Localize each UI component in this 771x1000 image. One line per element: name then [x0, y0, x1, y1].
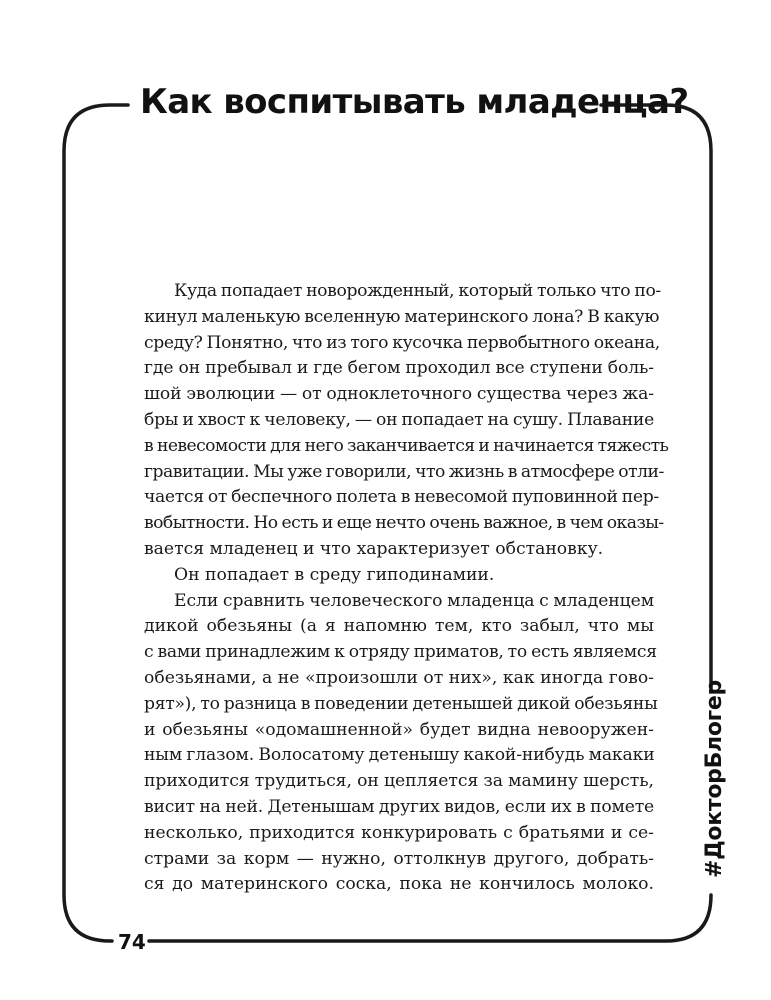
text-line: где он пребывал и где бегом проходил все ступени боль- [144, 358, 654, 379]
text-line: Куда попадает новорожденный, который только что по- [174, 281, 661, 301]
text-line: гравитации. Мы уже говорили, что жизнь в атмосфере отли- [144, 461, 664, 482]
body-text [144, 279, 669, 898]
text-line: приходится трудиться, он цепляется за мамину шерсть, [144, 771, 654, 792]
text-line: вается младенец и что характеризует обстановку. [144, 538, 604, 559]
text-line: ся до материнского соска, пока не кончилось молоко. [144, 874, 654, 895]
text-line: висит на ней. Детенышам других видов, если их в помете [144, 796, 654, 817]
side-hashtag: #ДокторБлогер [702, 680, 727, 878]
text-line: страми за корм — нужно, оттолкнув другого, добрать- [144, 848, 654, 869]
text-line: с вами принадлежим к отряду приматов, то есть являемся [144, 642, 657, 663]
text-line: в невесомости для него заканчивается и начинается тяжесть [144, 435, 669, 456]
text-line: вобытности. Но есть и еще нечто очень важное, в чем оказы- [144, 513, 664, 534]
frame-top-left-segment [64, 105, 128, 941]
text-line: рят»), то разница в поведении детенышей дикой обезьяны [144, 693, 658, 714]
text-line: ным глазом. Волосатому детенышу какой-нибудь макаки [144, 745, 655, 766]
paragraph [144, 589, 658, 899]
text-line: шой эволюции — от одноклеточного существа через жа- [144, 384, 654, 405]
text-line: обезьянами, а не «произошли от них», как иногда гово- [144, 667, 654, 688]
text-line: и обезьяны «одомашненной» будет видна невооружен- [144, 719, 654, 740]
text-line: несколько, приходится конкурировать с братьями и се- [144, 822, 654, 843]
text-line: дикой обезьяны (а я напомню тем, кто забыл, что мы [144, 616, 654, 637]
frame-bottom-right-segment [149, 895, 711, 941]
paragraph [144, 563, 654, 589]
text-line: чается от беспечного полета в невесомой пуповинной пер- [144, 487, 659, 508]
text-line: кинул маленькую вселенную материнского лона? В какую [144, 306, 660, 327]
text-line: среду? Понятно, что из того кусочка первобытного океана, [144, 332, 660, 353]
text-line: бры и хвост к человеку, — он попадает на сушу. Плавание [144, 409, 654, 430]
text-line: Если сравнить человеческого младенца с младенцем [174, 590, 654, 611]
page-title: Как воспитывать младенца? [140, 82, 689, 122]
text-line: Он попадает в среду гиподинамии. [174, 564, 495, 585]
page-number: 74 [118, 930, 146, 954]
paragraph [144, 279, 669, 563]
